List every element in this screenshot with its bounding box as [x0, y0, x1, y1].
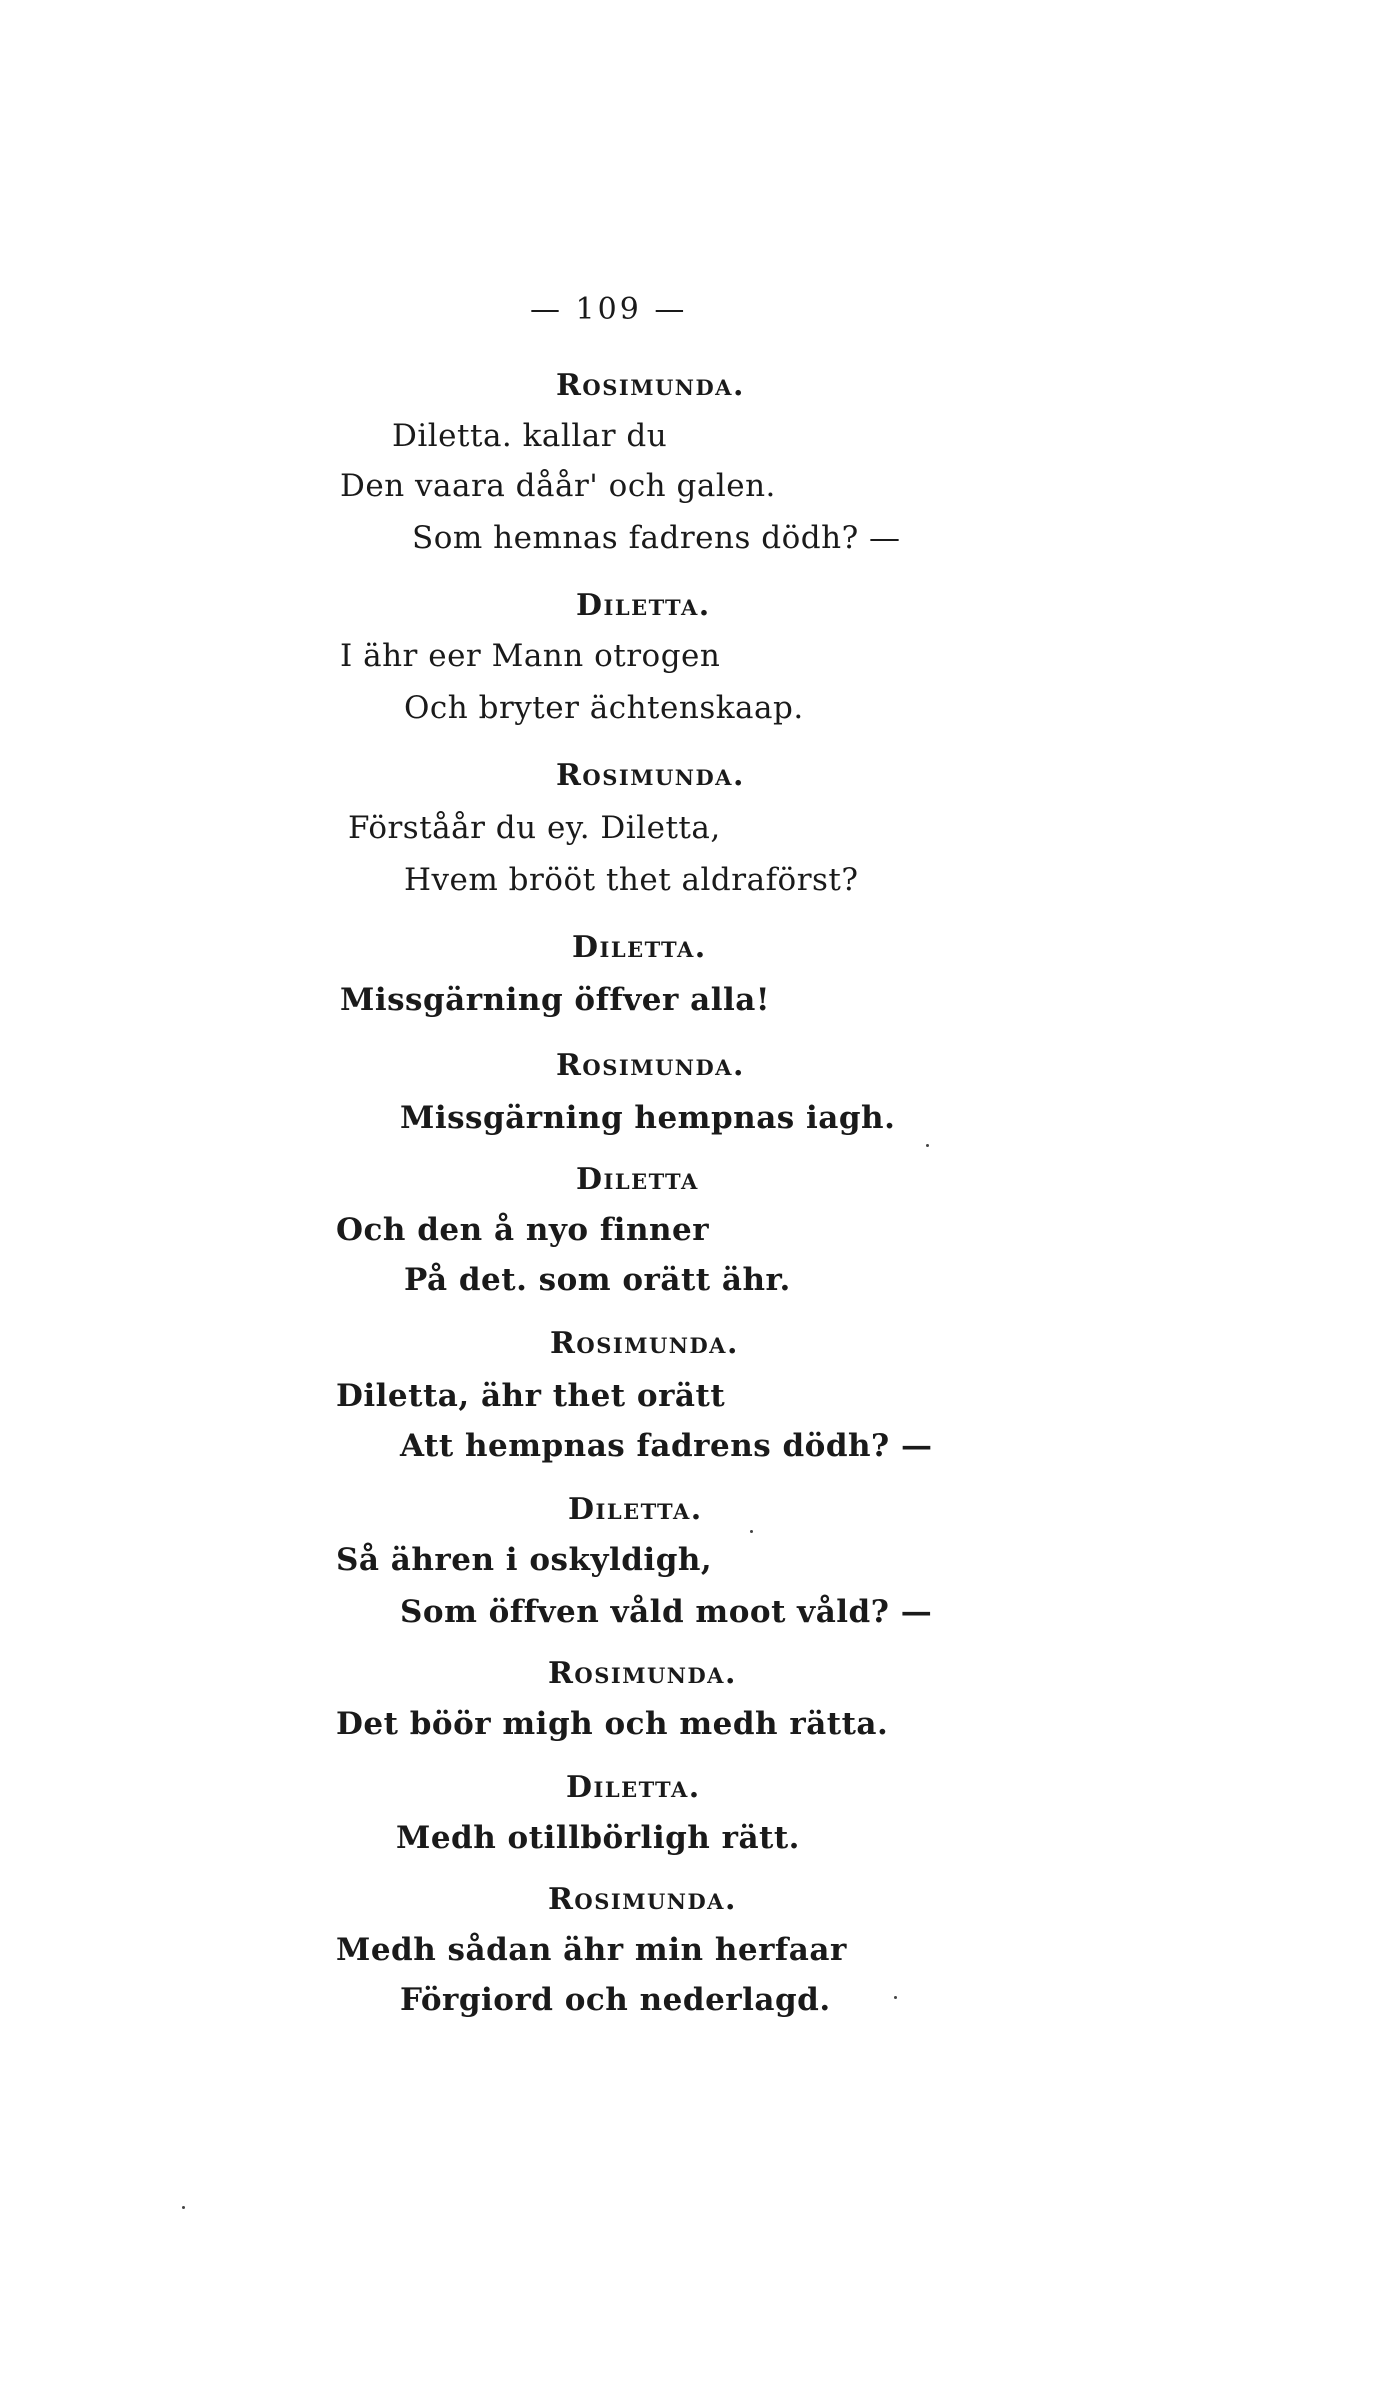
- verse-line: Hvem brööt thet aldraförst?: [404, 862, 859, 898]
- verse-line: Missgärning hempnas iagh.: [400, 1100, 896, 1136]
- verse-line: Och den å nyo finner: [336, 1212, 710, 1248]
- speaker-heading: Diletta: [576, 1162, 699, 1197]
- speaker-heading: Rosimunda.: [556, 368, 745, 403]
- speaker-heading: Diletta.: [576, 588, 711, 623]
- page-number: — 109 —: [530, 292, 688, 327]
- scan-speck: [926, 1144, 929, 1147]
- verse-line: Det böör migh och medh rätta.: [336, 1706, 889, 1742]
- verse-line: Den vaara dåår' och galen.: [340, 468, 776, 504]
- speaker-heading: Diletta.: [568, 1492, 703, 1527]
- speaker-heading: Rosimunda.: [548, 1882, 737, 1917]
- verse-line: Förståår du ey. Diletta,: [348, 810, 721, 846]
- verse-line: Medh sådan ähr min herfaar: [336, 1932, 847, 1968]
- speaker-heading: Rosimunda.: [550, 1326, 739, 1361]
- verse-line: Som hemnas fadrens dödh? —: [412, 520, 901, 556]
- speaker-heading: Diletta.: [566, 1770, 701, 1805]
- verse-line: Medh otillbörligh rätt.: [396, 1820, 800, 1856]
- speaker-heading: Rosimunda.: [548, 1656, 737, 1691]
- verse-line: Förgiord och nederlagd.: [400, 1982, 831, 2018]
- scan-speck: [894, 1996, 897, 1999]
- verse-line: Som öffven våld moot våld? —: [400, 1594, 933, 1630]
- speaker-heading: Rosimunda.: [556, 1048, 745, 1083]
- verse-line: I ähr eer Mann otrogen: [340, 638, 721, 674]
- verse-line: Diletta, ähr thet orätt: [336, 1378, 726, 1414]
- verse-line: Så ähren i oskyldigh,: [336, 1542, 713, 1578]
- verse-line: Att hempnas fadrens dödh? —: [400, 1428, 933, 1464]
- verse-line: På det. som orätt ähr.: [404, 1262, 791, 1298]
- speaker-heading: Rosimunda.: [556, 758, 745, 793]
- scan-speck: [182, 2206, 185, 2209]
- scan-speck: [750, 1530, 753, 1533]
- speaker-heading: Diletta.: [572, 930, 707, 965]
- verse-line: Missgärning öffver alla!: [340, 982, 770, 1018]
- verse-line: Diletta. kallar du: [392, 418, 668, 454]
- verse-line: Och bryter ächtenskaap.: [404, 690, 804, 726]
